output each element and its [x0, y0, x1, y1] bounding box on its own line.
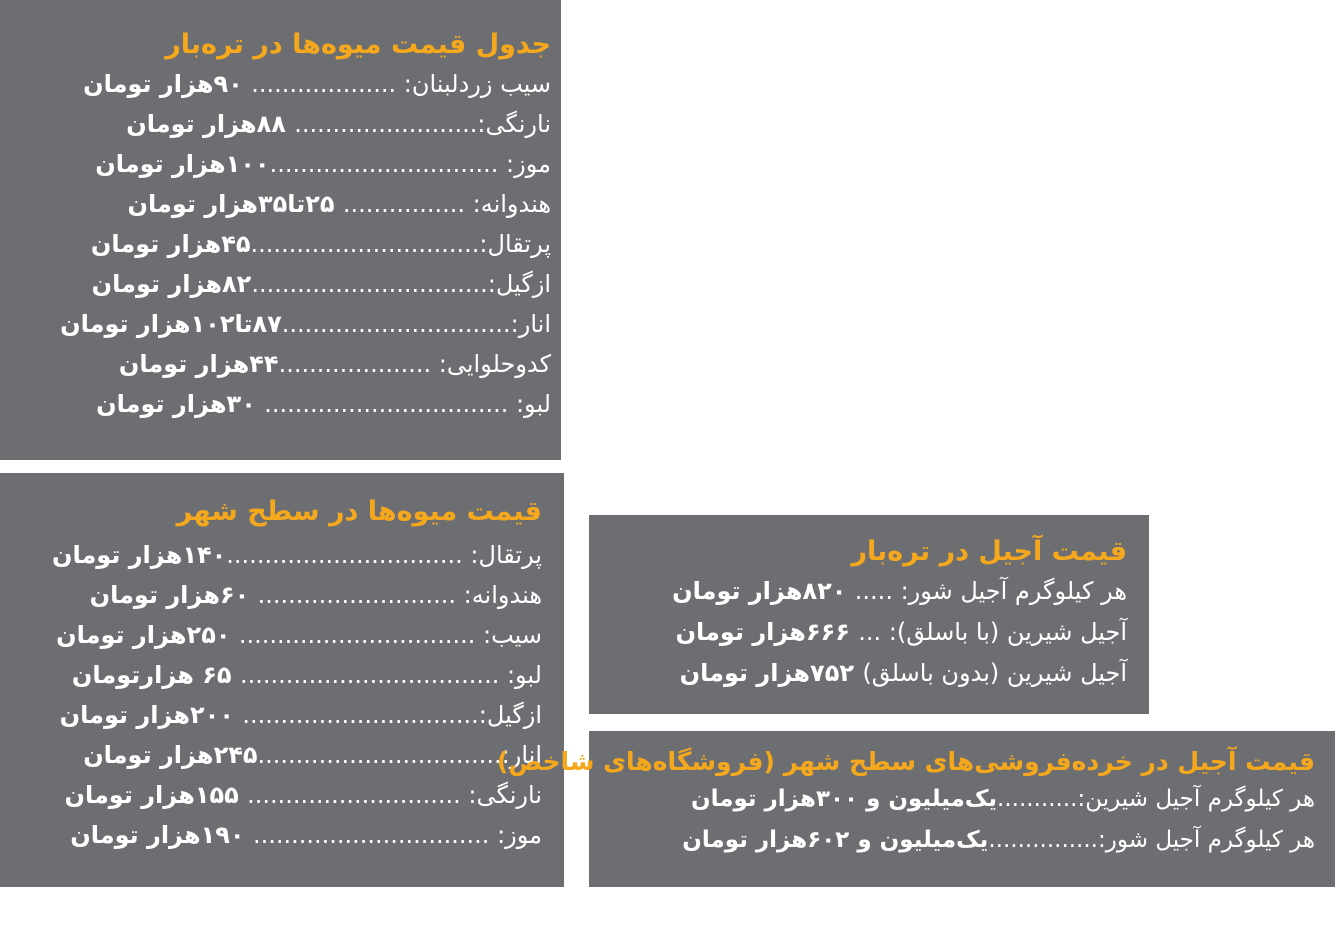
item-label: هر کیلوگرم آجیل شور: .....	[854, 577, 1127, 605]
item-price: ۱۴۰هزار تومان	[51, 541, 227, 569]
panel-title: قیمت آجیل در خرده‌فروشی‌های سطح شهر (فروشگاه‌های شاخص)	[496, 747, 1315, 776]
item-label: لبو: ................................	[264, 390, 551, 418]
price-row	[10, 64, 551, 104]
item-label: ازگیل:...............................	[242, 701, 542, 729]
item-price: یک‌میلیون و ۳۰۰هزار تومان	[690, 786, 998, 812]
price-row	[10, 384, 551, 424]
price-row	[599, 779, 1315, 820]
item-price: ۲۴۵هزار تومان	[83, 741, 258, 769]
price-row	[10, 615, 542, 655]
item-price: ۶۵ هزارتومان	[71, 661, 240, 689]
item-label: کدوحلوایی: ....................	[278, 350, 551, 378]
item-price: ۲۵۰هزار تومان	[56, 621, 239, 649]
item-label: آجیل شیرین (با باسلق): ...	[858, 618, 1127, 646]
price-row	[10, 224, 551, 264]
item-price: ۲۵تا۳۵هزار تومان	[127, 190, 343, 218]
item-price: ۱۹۰هزار تومان	[70, 821, 253, 849]
price-row	[10, 815, 542, 855]
item-label: انار:..............................	[281, 310, 551, 338]
price-row	[10, 344, 551, 384]
item-price: ۶۶۶هزار تومان	[675, 618, 859, 646]
item-label: هندوانه: ................	[342, 190, 551, 218]
item-label: سیب زردلبنان: ...................	[251, 70, 551, 98]
item-price: ۴۴هزار تومان	[118, 350, 279, 378]
price-row	[10, 735, 542, 775]
item-price: ۹۰هزار تومان	[83, 70, 252, 98]
fruit-prices-city-panel	[0, 473, 564, 887]
item-label: موز: ...............................	[252, 821, 542, 849]
price-row	[10, 104, 551, 144]
item-label: انار:................................	[257, 741, 542, 769]
price-row	[10, 695, 542, 735]
item-price: ۴۵هزار تومان	[90, 230, 251, 258]
price-row	[599, 653, 1127, 694]
item-price: یک‌میلیون و ۶۰۲هزار تومان	[682, 827, 989, 853]
nut-prices-terebar-panel	[589, 515, 1149, 714]
item-price: ۱۰۰هزار تومان	[95, 150, 270, 178]
price-row	[10, 655, 542, 695]
item-price: ۷۵۲هزار تومان	[679, 659, 863, 687]
price-row	[10, 144, 551, 184]
item-label: آجیل شیرین (بدون باسلق)	[862, 659, 1127, 687]
item-price: ۳۰هزار تومان	[96, 390, 265, 418]
item-label: ازگیل:...............................	[251, 270, 551, 298]
item-price: ۲۰۰هزار تومان	[59, 701, 243, 729]
panel-title: قیمت میوه‌ها در سطح شهر	[176, 496, 542, 527]
price-row	[599, 820, 1315, 861]
panel-title: قیمت آجیل در تره‌بار	[851, 536, 1127, 567]
nut-prices-city-retail-panel	[496, 731, 1335, 887]
item-price: ۸۷تا۱۰۲هزار تومان	[60, 310, 282, 338]
item-label: پرتقال:..............................	[250, 230, 551, 258]
price-row	[10, 575, 542, 615]
fruit-prices-terebar-panel	[0, 0, 561, 460]
price-row	[10, 304, 551, 344]
item-label: لبو: ..................................	[239, 661, 542, 689]
item-label: پرتقال: ...............................	[226, 541, 542, 569]
item-label: هندوانه: ..........................	[257, 581, 542, 609]
item-label: هر کیلوگرم آجیل شور:...............	[988, 827, 1315, 853]
item-price: ۱۵۵هزار تومان	[64, 781, 248, 809]
item-label: سیب: ...............................	[238, 621, 542, 649]
item-price: ۸۲هزار تومان	[91, 270, 252, 298]
item-price: ۸۸هزار تومان	[126, 110, 295, 138]
price-row	[10, 775, 542, 815]
panel-title: جدول قیمت میوه‌ها در تره‌بار	[165, 29, 551, 60]
price-row	[10, 264, 551, 304]
price-row	[599, 612, 1127, 653]
item-label: نارنگی:........................	[294, 110, 551, 138]
price-row	[10, 184, 551, 224]
item-label: هر کیلوگرم آجیل شیرین:...........	[997, 786, 1315, 812]
item-price: ۸۲۰هزار تومان	[672, 577, 855, 605]
price-row	[10, 535, 542, 575]
price-row	[599, 571, 1127, 612]
item-price: ۶۰هزار تومان	[89, 581, 258, 609]
item-label: موز: ..............................	[269, 150, 551, 178]
item-label: نارنگی: ............................	[247, 781, 542, 809]
